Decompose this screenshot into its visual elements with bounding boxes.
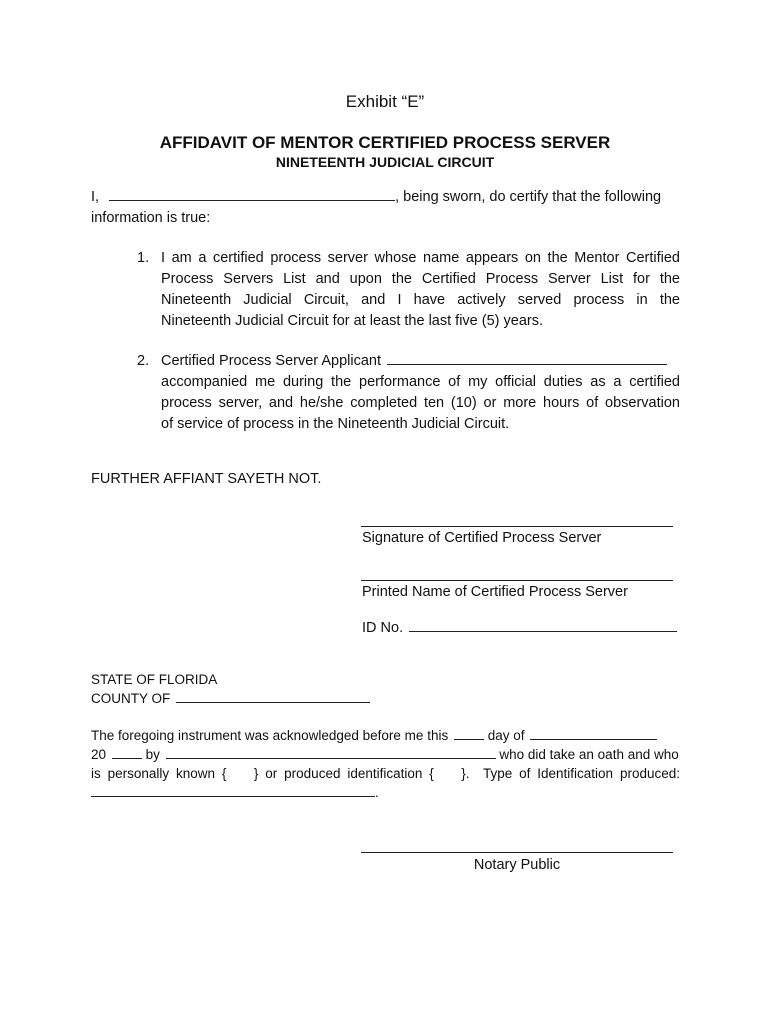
ack-text-2b: by [145, 747, 160, 762]
item-2-line-3: of service of process in the Nineteenth Judicial Circuit. [161, 416, 510, 432]
ack-line-1 [91, 728, 657, 743]
id-number-field[interactable] [409, 631, 677, 632]
county-row [91, 691, 370, 706]
item-1-line-3: Nineteenth Judicial Circuit, and I have actively served process in the [161, 292, 680, 308]
ack-text-2a: 20 [91, 747, 107, 762]
ack-person-field[interactable] [166, 758, 496, 759]
applicant-label: Certified Process Server Applicant [161, 353, 382, 369]
id-number-row [362, 620, 677, 636]
state-label: STATE OF FLORIDA [91, 672, 218, 687]
intro-prefix: I, [91, 189, 100, 205]
item-1-line-4: Nineteenth Judicial Circuit for at least the last five (5) years. [161, 313, 543, 329]
item-1-line-1: I am a certified process server whose name appears on the Mentor Certified [161, 250, 680, 266]
ack-year-field[interactable] [112, 758, 142, 759]
item-1-line-2: Process Servers List and upon the Certified Process Server List for the [161, 271, 680, 287]
ack-text-2c: who did take an oath and who [499, 747, 679, 762]
printed-name-line[interactable] [361, 580, 673, 581]
identification-type-field[interactable] [91, 796, 375, 797]
intro-line-2: information is true: [91, 210, 211, 226]
ack-line-2 [91, 747, 679, 762]
item-1-number: 1. [137, 250, 150, 266]
signature-line[interactable] [361, 526, 673, 527]
item-2-line-2: process server, and he/she completed ten (10) or more hours of observation [161, 395, 680, 411]
printed-name-label: Printed Name of Certified Process Server [362, 584, 628, 600]
county-field[interactable] [176, 702, 370, 703]
applicant-name-field[interactable] [387, 364, 667, 365]
ack-line-3: is personally known { } or produced identification { }. Type of Identification produced: [91, 766, 680, 781]
intro-line [91, 189, 661, 205]
ack-text-4-end: . [375, 785, 379, 800]
ack-text-1b: day of [487, 728, 525, 743]
intro-suffix: , being sworn, do certify that the following [395, 189, 662, 205]
document-title: AFFIDAVIT OF MENTOR CERTIFIED PROCESS SERVER [159, 133, 611, 152]
ack-line-4 [91, 785, 379, 800]
ack-month-field[interactable] [530, 739, 657, 740]
item-2-applicant-line [161, 353, 667, 369]
document-subtitle: NINETEENTH JUDICIAL CIRCUIT [275, 154, 495, 170]
id-label: ID No. [362, 620, 404, 636]
closing-statement: FURTHER AFFIANT SAYETH NOT. [91, 471, 322, 487]
exhibit-label: Exhibit “E” [345, 92, 425, 111]
signature-label: Signature of Certified Process Server [362, 530, 602, 546]
ack-text-1a: The foregoing instrument was acknowledged before me this [91, 728, 449, 743]
notary-signature-line[interactable] [361, 852, 673, 853]
notary-public-label: Notary Public [473, 857, 561, 873]
county-label: COUNTY OF [91, 691, 171, 706]
item-2-line-1: accompanied me during the performance of my official duties as a certified [161, 374, 680, 390]
affiant-name-field[interactable] [109, 200, 395, 201]
item-2-number: 2. [137, 353, 150, 369]
ack-day-field[interactable] [454, 739, 484, 740]
